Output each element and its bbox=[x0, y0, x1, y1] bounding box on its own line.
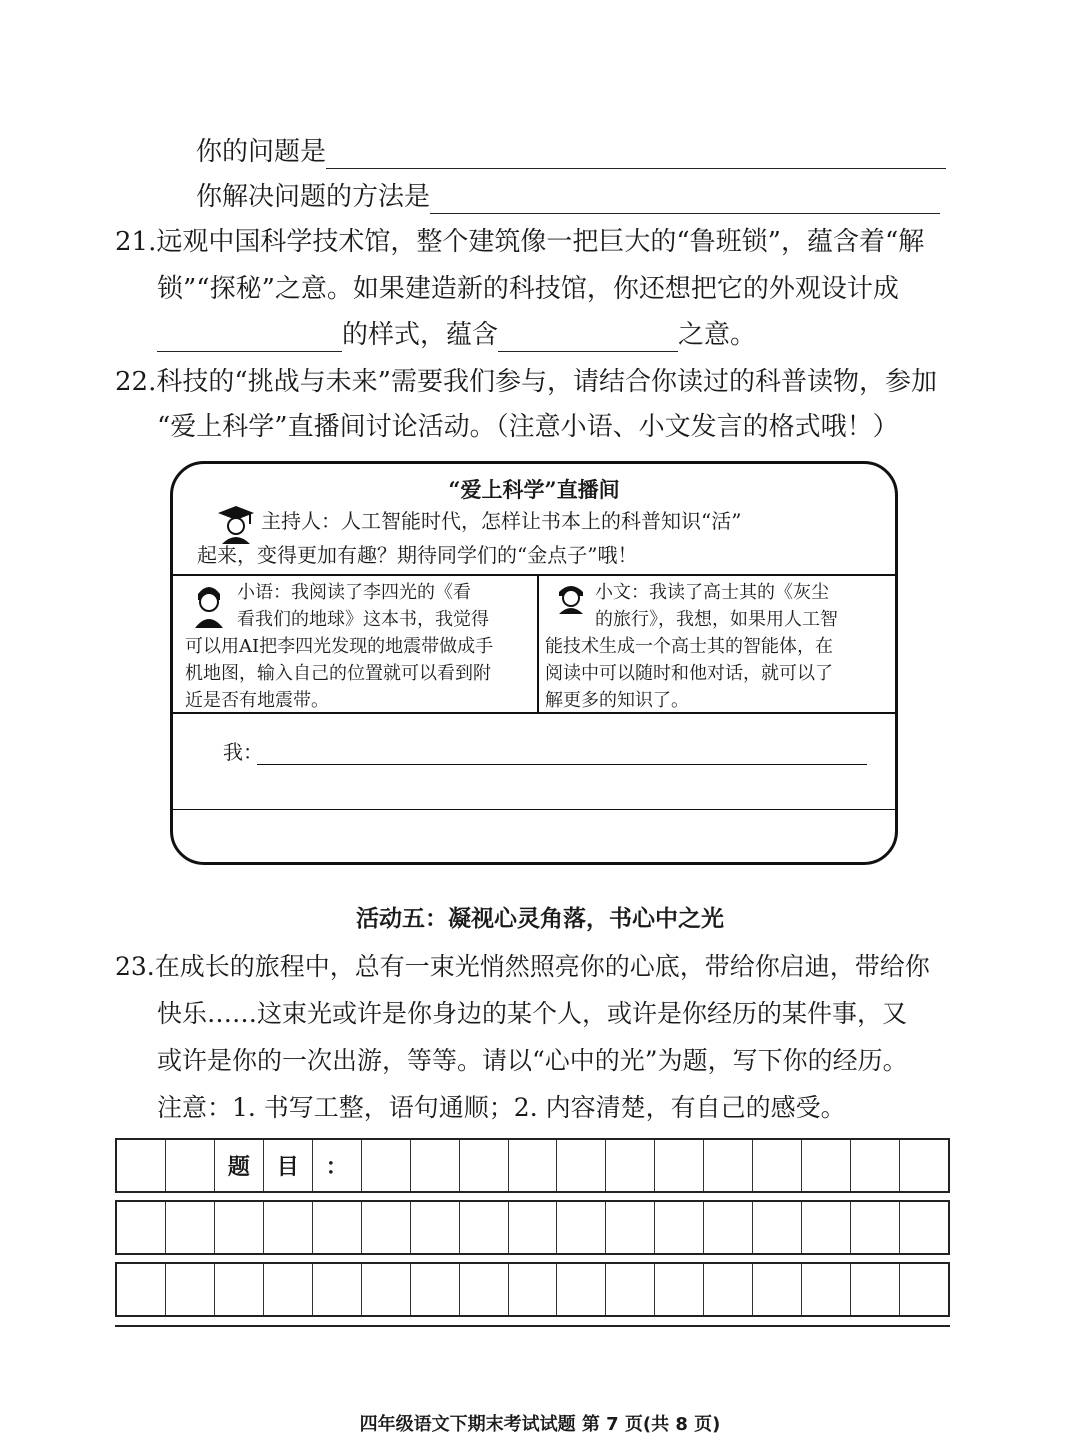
grid-cell[interactable] bbox=[509, 1202, 558, 1253]
grid-cell[interactable] bbox=[606, 1140, 655, 1191]
q21-style-blank[interactable] bbox=[157, 325, 342, 352]
grid-cell-title-char: 目 bbox=[264, 1140, 313, 1191]
grid-cell[interactable] bbox=[900, 1140, 948, 1191]
grid-cell[interactable] bbox=[264, 1202, 313, 1253]
q23-text-line1: 在成长的旅程中，总有一束光悄然照亮你的心底，带给你启迪，带给你 bbox=[154, 952, 930, 981]
grid-cell[interactable] bbox=[166, 1264, 215, 1315]
grid-cell[interactable] bbox=[900, 1264, 948, 1315]
grid-cell[interactable] bbox=[460, 1202, 509, 1253]
grid-cell[interactable] bbox=[557, 1202, 606, 1253]
q21-number: 21. bbox=[115, 227, 157, 257]
method-label: 你解决问题的方法是 bbox=[196, 182, 431, 212]
grid-cell[interactable] bbox=[411, 1202, 460, 1253]
grid-cell[interactable] bbox=[509, 1264, 558, 1315]
q23-number: 23. bbox=[115, 952, 155, 981]
grid-cell[interactable] bbox=[802, 1140, 851, 1191]
xiaoyu-line5: 近是否有地震带。 bbox=[185, 690, 329, 711]
grid-cell[interactable] bbox=[704, 1264, 753, 1315]
xiaoyu-line4: 机地图，输入自己的位置就可以看到附 bbox=[185, 663, 491, 684]
grid-cell[interactable] bbox=[411, 1140, 460, 1191]
grid-cell[interactable] bbox=[313, 1202, 362, 1253]
q22-line1 bbox=[115, 365, 937, 399]
me-answer-line-2[interactable] bbox=[173, 809, 895, 810]
q21-end-text: 之意。 bbox=[678, 320, 757, 350]
q23-text-line4: 注意：1. 书写工整，语句通顺；2. 内容清楚，有自己的感受。 bbox=[157, 1093, 846, 1122]
grid-cell[interactable] bbox=[802, 1264, 851, 1315]
grid-cell[interactable] bbox=[509, 1140, 558, 1191]
livestream-dialogue-box bbox=[170, 461, 898, 865]
xiaowen-line5: 解更多的知识了。 bbox=[545, 690, 689, 711]
q21-line1 bbox=[115, 225, 924, 259]
host-line1: 主持人：人工智能时代，怎样让书本上的科普知识“活” bbox=[261, 509, 742, 533]
question-answer-line bbox=[196, 135, 946, 169]
grid-cell-title-colon: ： bbox=[313, 1140, 362, 1191]
grid-cell[interactable] bbox=[557, 1264, 606, 1315]
xiaowen-line1: 小文：我读了高士其的《灰尘 bbox=[595, 582, 829, 603]
xiaowen-line2: 的旅行》，我想，如果用人工智 bbox=[595, 609, 838, 630]
q21-text-line1: 远观中国科学技术馆，整个建筑像一把巨大的“鲁班锁”，蕴含着“解 bbox=[156, 227, 925, 257]
question-blank[interactable] bbox=[326, 142, 946, 169]
grid-cell[interactable] bbox=[606, 1202, 655, 1253]
grid-cell[interactable] bbox=[704, 1140, 753, 1191]
grid-cell[interactable] bbox=[117, 1202, 166, 1253]
dialogue-title: “爱上科学”直播间 bbox=[448, 477, 620, 502]
grid-cell[interactable] bbox=[557, 1140, 606, 1191]
grid-cell[interactable] bbox=[166, 1140, 215, 1191]
grid-cell[interactable] bbox=[166, 1202, 215, 1253]
grid-cell[interactable] bbox=[460, 1264, 509, 1315]
grid-cell[interactable] bbox=[753, 1140, 802, 1191]
me-answer-line-1[interactable] bbox=[257, 764, 867, 765]
xiaowen-line3: 能技术生成一个高士其的智能体，在 bbox=[545, 636, 833, 657]
grid-cell[interactable] bbox=[753, 1264, 802, 1315]
activity5-title: 活动五：凝视心灵角落，书心中之光 bbox=[356, 906, 724, 932]
host-line2: 起来，变得更加有趣？期待同学们的“金点子”哦！ bbox=[197, 543, 638, 567]
grid-cell[interactable] bbox=[362, 1264, 411, 1315]
grid-cell[interactable] bbox=[362, 1202, 411, 1253]
grid-cell[interactable] bbox=[704, 1202, 753, 1253]
divider-top bbox=[173, 574, 895, 576]
q21-mid-text: 的样式，蕴含 bbox=[342, 320, 499, 350]
q21-text-line2: 锁”“探秘”之意。如果建造新的科技馆，你还想把它的外观设计成 bbox=[157, 274, 899, 304]
divider-middle bbox=[537, 574, 539, 712]
grid-cell[interactable] bbox=[851, 1140, 900, 1191]
writing-grid-row bbox=[115, 1200, 950, 1255]
grid-cell[interactable] bbox=[215, 1264, 264, 1315]
xiaowen-avatar-icon bbox=[555, 580, 587, 614]
q22-number: 22. bbox=[115, 367, 157, 397]
grid-cell[interactable] bbox=[460, 1140, 509, 1191]
q21-meaning-blank[interactable] bbox=[498, 325, 678, 352]
grid-cell[interactable] bbox=[313, 1264, 362, 1315]
grid-cell[interactable] bbox=[215, 1202, 264, 1253]
xiaoyu-line1: 小语：我阅读了李四光的《看 bbox=[237, 582, 471, 603]
q23-text-line3: 或许是你的一次出游，等等。请以“心中的光”为题，写下你的经历。 bbox=[157, 1046, 908, 1075]
me-label: 我： bbox=[223, 740, 263, 764]
grid-cell[interactable] bbox=[900, 1202, 948, 1253]
method-answer-line bbox=[196, 180, 940, 214]
q21-line3 bbox=[157, 318, 756, 352]
method-blank[interactable] bbox=[430, 187, 940, 214]
q23-text-line2: 快乐……这束光或许是你身边的某个人，或许是你经历的某件事，又 bbox=[157, 999, 908, 1028]
grid-cell-title-char: 题 bbox=[215, 1140, 264, 1191]
xiaoyu-avatar-icon bbox=[193, 582, 225, 628]
grid-cell[interactable] bbox=[362, 1140, 411, 1191]
grid-cell[interactable] bbox=[117, 1264, 166, 1315]
grid-cell[interactable] bbox=[606, 1264, 655, 1315]
title-grid-row bbox=[115, 1138, 950, 1193]
grid-bottom-rule bbox=[115, 1325, 950, 1327]
grid-cell[interactable] bbox=[264, 1264, 313, 1315]
writing-grid-row bbox=[115, 1262, 950, 1317]
grid-cell[interactable] bbox=[851, 1202, 900, 1253]
grid-cell[interactable] bbox=[411, 1264, 460, 1315]
grid-cell[interactable] bbox=[851, 1264, 900, 1315]
xiaowen-line4: 阅读中可以随时和他对话，就可以了 bbox=[545, 663, 833, 684]
grid-cell[interactable] bbox=[655, 1140, 704, 1191]
q23-line1 bbox=[115, 945, 930, 989]
q22-text-line1: 科技的“挑战与未来”需要我们参与，请结合你读过的科普读物，参加 bbox=[156, 367, 937, 397]
grid-cell[interactable] bbox=[655, 1264, 704, 1315]
grid-cell[interactable] bbox=[802, 1202, 851, 1253]
q22-text-line2: “爱上科学”直播间讨论活动。（注意小语、小文发言的格式哦！） bbox=[157, 412, 899, 442]
grid-cell[interactable] bbox=[117, 1140, 166, 1191]
grid-cell[interactable] bbox=[753, 1202, 802, 1253]
xiaoyu-line2: 看我们的地球》这本书，我觉得 bbox=[237, 609, 489, 630]
grid-cell[interactable] bbox=[655, 1202, 704, 1253]
page-footer: 四年级语文下期末考试试题 第 7 页(共 8 页) bbox=[359, 1414, 721, 1435]
xiaoyu-line3: 可以用AI把李四光发现的地震带做成手 bbox=[185, 636, 494, 657]
question-label: 你的问题是 bbox=[196, 137, 327, 167]
